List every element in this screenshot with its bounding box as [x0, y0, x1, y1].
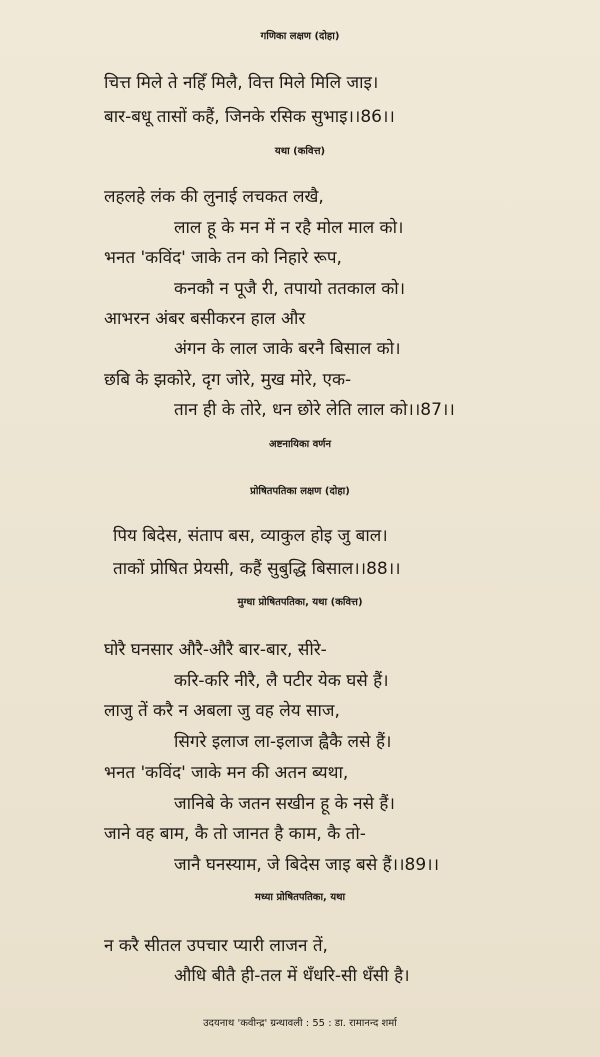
- verse-line: कनकौ न पूजै री, तपायो ततकाल को।: [174, 279, 406, 299]
- chapter-heading-ashtanayika: अष्टनायिका वर्णन: [268, 439, 332, 450]
- verse-line: चित्त मिले ते नहिँ मिलै, वित्त मिले मिलि जाइ।: [104, 73, 379, 93]
- verse-line: भनत 'कविंद' जाके तन को निहारे रूप,: [104, 248, 342, 268]
- verse-line: जाने वह बाम, कै तो जानत है काम, कै तो-: [104, 824, 366, 844]
- section-heading-mugdha-proshitpatika: मुग्धा प्रोषितपतिका, यथा (कवित्त): [237, 597, 363, 608]
- section-heading-madhya-proshitpatika: मध्या प्रोषितपतिका, यथा: [254, 892, 346, 903]
- section-heading-yatha-kavitt: यथा (कवित्त): [274, 146, 326, 157]
- verse-line: ताकों प्रोषित प्रेयसी, कहैं सुबुद्धि बिसाल।।88।।: [113, 559, 401, 579]
- verse-line: छबि के झकोरे, दृग जोरे, मुख मोरे, एक-: [104, 370, 352, 390]
- verse-line: सिगरे इलाज ला-इलाज ह्वैकै लसे हैं।: [174, 732, 392, 752]
- verse-line: भनत 'कविंद' जाके मन की अतन ब्यथा,: [104, 763, 349, 783]
- verse-line: लहलहे लंक की लुनाई लचकत लखै,: [104, 187, 324, 207]
- verse-line: अंगन के लाल जाके बरनै बिसाल को।: [174, 339, 401, 359]
- verse-line: पिय बिदेस, संताप बस, व्याकुल होइ जु बाल।: [113, 526, 388, 546]
- section-heading-proshitpatika-lakshan: प्रोषितपतिका लक्षण (दोहा): [250, 486, 350, 497]
- verse-line: बार-बधू तासों कहैं, जिनके रसिक सुभाइ।।86।।: [104, 107, 395, 127]
- verse-line: तान ही के तोरे, धन छोरे लेति लाल को।।87।।: [174, 400, 455, 420]
- verse-line: जानै घनस्याम, जे बिदेस जाइ बसे हैं।।89।।: [174, 855, 440, 875]
- verse-line: घोरै घनसार औरै-औरै बार-बार, सीरे-: [104, 640, 327, 660]
- page-footer: उदयनाथ 'कवीन्द्र' ग्रन्थावली : 55 : डा. रामानन्द शर्मा: [203, 1018, 397, 1029]
- verse-line: लाजु तें करै न अबला जु वह लेय साज,: [104, 701, 340, 721]
- verse-line: न करै सीतल उपचार प्यारी लाजन तें,: [104, 936, 328, 956]
- section-heading-ganika-lakshan: गणिका लक्षण (दोहा): [260, 31, 340, 42]
- verse-line: आभरन अंबर बसीकरन हाल और: [104, 309, 306, 329]
- verse-line: औधि बीतै ही-तल में धँधरि-सी धँसी है।: [174, 966, 410, 986]
- verse-line: जानिबे के जतन सखीन हू के नसे हैं।: [174, 794, 395, 814]
- verse-line: करि-करि नीरै, लै पटीर येक घसे हैं।: [174, 671, 389, 691]
- verse-line: लाल हू के मन में न रहै मोल माल को।: [174, 218, 404, 238]
